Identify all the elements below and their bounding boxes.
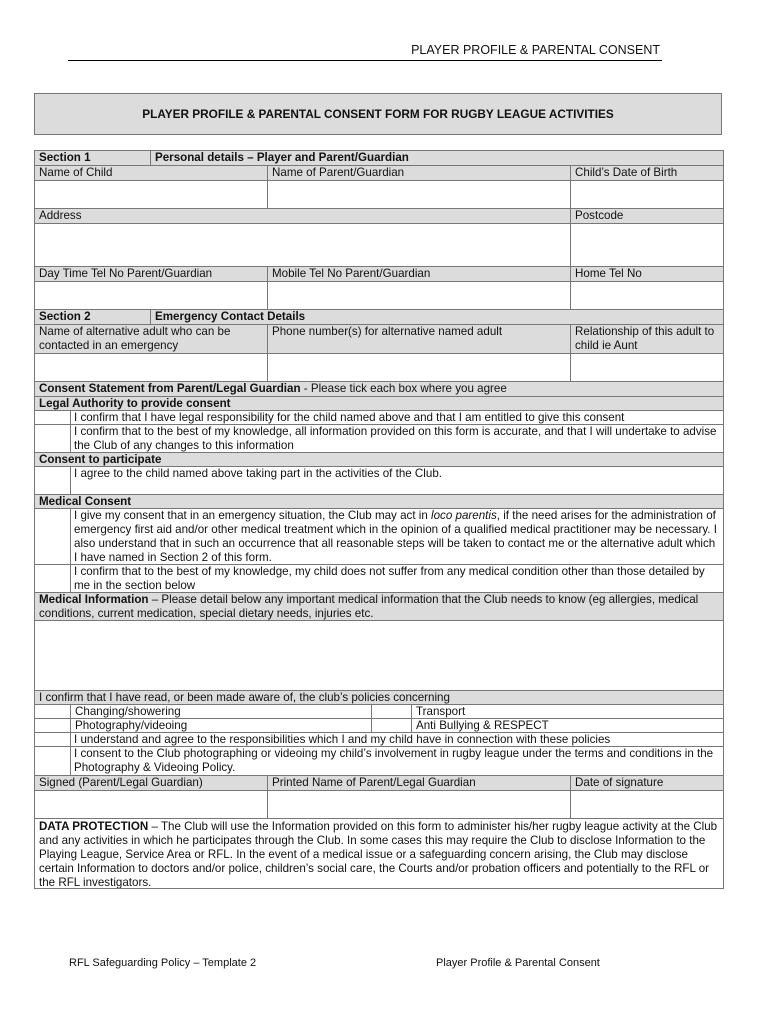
printed-name-label: Printed Name of Parent/Legal Guardian [268, 776, 571, 790]
legal2-text: I confirm that to the best of my knowledge, all information provided on this form is accurate, and that I will undertake to advise the Club of any changes to this information [74, 425, 717, 452]
alt-adult-label: Name of alternative adult who can be contacted in an emergency [35, 325, 268, 353]
medical-info-bold: Medical Information [39, 593, 149, 606]
footer-right: Player Profile & Parental Consent [436, 957, 600, 969]
page-header: PLAYER PROFILE & PARENTAL CONSENT [68, 43, 662, 61]
legal-row-2 [35, 425, 723, 453]
section1-title: Personal details – Player and Parent/Guardian [155, 151, 409, 164]
address-fields-row [35, 224, 723, 267]
child-name-label: Name of Child [35, 166, 268, 180]
participate-checkbox[interactable] [35, 467, 71, 494]
dob-label: Child’s Date of Birth [575, 166, 678, 179]
signature-field[interactable] [35, 791, 268, 818]
postcode-field[interactable] [571, 224, 723, 266]
consent-heading-rest: - Please tick each box where you agree [300, 382, 507, 395]
alt-adult-field[interactable] [35, 354, 268, 381]
medical1-text-a: I give my consent that in an emergency situation, the Club may act in [74, 509, 432, 522]
legal1-checkbox[interactable] [35, 411, 71, 424]
medical-info-field-row [35, 621, 723, 691]
data-protection-row [35, 819, 723, 889]
photo-checkbox[interactable] [35, 719, 71, 732]
tel-fields-row [35, 282, 723, 310]
data-protection-text [35, 819, 723, 888]
photo-consent-checkbox[interactable] [35, 747, 71, 775]
medical1-text [71, 509, 723, 564]
mobile-label: Mobile Tel No Parent/Guardian [268, 267, 571, 281]
child-fields-row [35, 181, 723, 209]
medical2-checkbox[interactable] [35, 565, 71, 592]
postcode-label: Postcode [575, 209, 624, 222]
child-name-field[interactable] [35, 181, 268, 208]
participate-row [35, 467, 723, 495]
understand-checkbox[interactable] [35, 733, 71, 746]
medical2-text: I confirm that to the best of my knowledge, my child does not suffer from any medical condition other than those detailed by me in the section below [74, 565, 705, 592]
address-label: Address [35, 209, 571, 223]
consent-heading [35, 382, 723, 396]
legal-heading-row [35, 397, 723, 411]
medical-info-rest: – Please detail below any important medical information that the Club needs to know (eg allergies, medical conditions, current medication, special dietary needs, injuries etc. [39, 593, 699, 620]
tel-labels-row [35, 267, 723, 282]
parent-name-label: Name of Parent/Guardian [268, 166, 571, 180]
policies-heading: I confirm that I have read, or been made aware of, the club’s policies concerning [39, 691, 450, 704]
consent-heading-row [35, 382, 723, 397]
medical-info-field[interactable] [35, 621, 723, 690]
legal1-text: I confirm that I have legal responsibility for the child named above and that I am entitled to give this consent [74, 411, 625, 424]
medical-info-heading-row [35, 593, 723, 621]
date-field[interactable] [571, 791, 723, 818]
bullying-label: Anti Bullying & RESPECT [416, 719, 549, 732]
emergency-fields-row [35, 354, 723, 382]
printed-name-field[interactable] [268, 791, 571, 818]
legal-authority-heading: Legal Authority to provide consent [39, 397, 231, 410]
relationship-field[interactable] [571, 354, 723, 381]
policy-row-2 [35, 719, 723, 733]
data-protection-bold: DATA PROTECTION [39, 820, 149, 833]
section1-number: Section 1 [35, 151, 151, 165]
medical1-text-b: , if the need arises for the administration of emergency first aid and/or other medical treatment which in the opinion of a qualified medical practitioner may be necessary. I also understand that in such an occurrence that all reasonable steps will be taken to contact me or the alternative adult which I have named in Section 2 of this form. [74, 509, 717, 564]
emergency-labels-row [35, 325, 723, 354]
photo-consent-row [35, 747, 723, 776]
understand-row [35, 733, 723, 747]
section2-number: Section 2 [35, 310, 151, 324]
medical-heading-row [35, 495, 723, 509]
consent-heading-bold: Consent Statement from Parent/Legal Guardian [39, 382, 301, 395]
medical-row-1 [35, 509, 723, 565]
date-label: Date of signature [575, 776, 664, 789]
medical-consent-heading: Medical Consent [39, 495, 132, 508]
daytel-field[interactable] [35, 282, 268, 309]
legal-row-1 [35, 411, 723, 425]
hometel-label: Home Tel No [575, 267, 642, 280]
consent-form [34, 150, 724, 889]
medical-info-heading [35, 593, 723, 620]
legal2-checkbox[interactable] [35, 425, 71, 452]
section2-header [35, 310, 723, 325]
alt-phone-label: Phone number(s) for alternative named adult [268, 325, 571, 353]
photo-consent-text: I consent to the Club photographing or videoing my child’s involvement in rugby league under the terms and conditions in the Photography & Videoing Policy. [74, 747, 714, 774]
sign-labels-row [35, 776, 723, 791]
policy-row-1 [35, 705, 723, 719]
sign-fields-row [35, 791, 723, 819]
bullying-checkbox[interactable] [372, 719, 412, 732]
daytel-label: Day Time Tel No Parent/Guardian [35, 267, 268, 281]
alt-phone-field[interactable] [268, 354, 571, 381]
address-field[interactable] [35, 224, 571, 266]
section2-title: Emergency Contact Details [155, 310, 306, 323]
medical-row-2 [35, 565, 723, 593]
footer-left: RFL Safeguarding Policy – Template 2 [69, 957, 257, 969]
photo-label: Photography/videoing [71, 719, 372, 732]
data-protection-body: – The Club will use the Information provided on this form to administer his/her rugby league activity at the Club and any activities in which he participates through the Club. In some cases this may require the Club to disclose Information to the Playing League, Service Area or RFL. In the event of a medical issue or a safeguarding concern arising, the Club may disclose certain Information to doctors and/or police, children’s social care, the Courts and/or probation officers and potentially to the RFL or the RFL investigators. [39, 820, 718, 888]
hometel-field[interactable] [571, 282, 723, 309]
medical1-text-em: loco parentis [431, 509, 497, 522]
participate-heading: Consent to participate [39, 453, 162, 466]
policies-heading-row [35, 691, 723, 705]
participate-text: I agree to the child named above taking part in the activities of the Club. [74, 467, 442, 480]
changing-checkbox[interactable] [35, 705, 71, 718]
understand-text: I understand and agree to the responsibilities which I and my child have in connection with these policies [74, 733, 611, 746]
relationship-label: Relationship of this adult to child ie Aunt [575, 325, 715, 352]
address-labels-row [35, 209, 723, 224]
transport-label: Transport [416, 705, 466, 718]
medical1-checkbox[interactable] [35, 509, 71, 564]
mobile-field[interactable] [268, 282, 571, 309]
dob-field[interactable] [571, 181, 723, 208]
transport-checkbox[interactable] [372, 705, 412, 718]
form-title: PLAYER PROFILE & PARENTAL CONSENT FORM FOR RUGBY LEAGUE ACTIVITIES [34, 93, 722, 135]
child-labels-row [35, 166, 723, 181]
section1-header [35, 151, 723, 166]
changing-label: Changing/showering [71, 705, 372, 718]
participate-heading-row [35, 453, 723, 467]
parent-name-field[interactable] [268, 181, 571, 208]
signed-label: Signed (Parent/Legal Guardian) [35, 776, 268, 790]
